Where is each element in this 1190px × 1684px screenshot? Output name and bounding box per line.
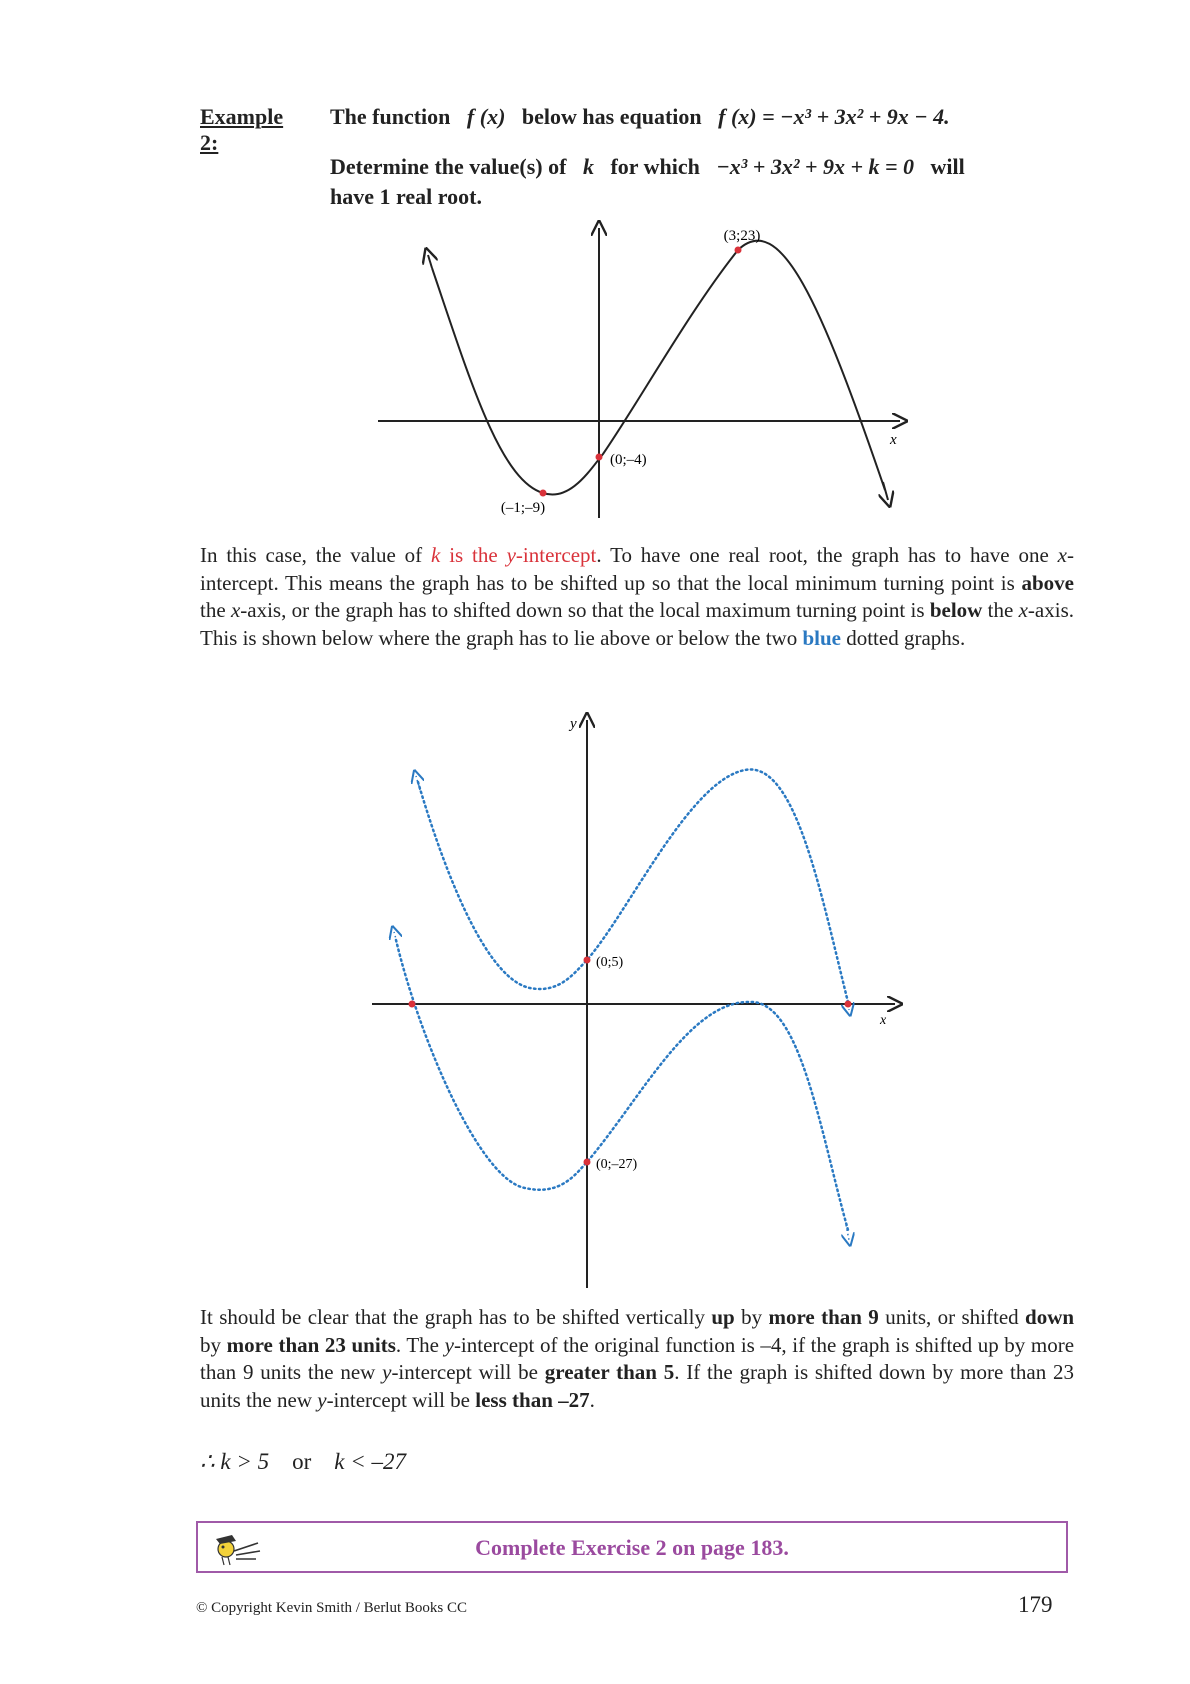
explanation-paragraph-1: In this case, the value of k is the y-intercept. To have one real root, the graph has to have one x-intercept. This means the graph has to be shifted up so that the local minimum turning point is above the x-axis, or the graph has to shifted down so that the local maximum turning point is below the x-axis. This is shown below where the graph has to lie above or below the two blue dotted graphs.: [200, 543, 1074, 650]
label-min: (–1;–9): [500, 500, 546, 516]
point-max: [735, 247, 742, 254]
example-line-2: Determine the value(s) of k for which −x³ + 3x² + 9x + k = 0 will: [330, 154, 965, 179]
point-lower-intercept: [584, 1159, 591, 1166]
conclusion-or: or: [292, 1449, 312, 1474]
graph2-y-label: y: [570, 716, 577, 732]
label-y-intercept: (0;–4): [610, 452, 647, 468]
conclusion-left: ∴ k > 5: [200, 1449, 270, 1474]
example-line-1: The function f (x) below has equation f (x) = −x³ + 3x² + 9x − 4.: [330, 104, 950, 129]
cubic-graph-shifted: [360, 710, 920, 1290]
graph1-curve: [432, 241, 885, 495]
cubic-graph-original: [360, 220, 920, 520]
page-number: 179: [1018, 1592, 1053, 1617]
graph2-curve-lower: [396, 940, 848, 1230]
point-y-intercept: [596, 454, 603, 461]
graph2-x-label: x: [880, 1013, 887, 1028]
copyright: © Copyright Kevin Smith / Berlut Books CC: [196, 1600, 467, 1616]
graph2-curve-upper: [418, 769, 848, 1002]
label-max: (3;23): [723, 228, 761, 244]
point-upper-root: [845, 1001, 852, 1008]
exercise-text: Complete Exercise 2 on page 183.: [475, 1535, 789, 1560]
example-label: Example 2:: [200, 104, 284, 155]
equation-f: f (x) = −x³ + 3x² + 9x − 4.: [718, 104, 950, 129]
explanation-paragraph-2: It should be clear that the graph has to be shifted vertically up by more than 9 units, or shifted down by more than 23 units. The y-intercept of the original function is –4, if the graph is shifted up by more than 9 units the new y-intercept will be greater than 5. If the graph is shifted down by more than 23 units the new y-intercept will be less than –27.: [200, 1305, 1075, 1412]
label-upper-intercept: (0;5): [596, 955, 624, 970]
conclusion-right: k < –27: [334, 1449, 407, 1474]
graph1-x-label: x: [890, 432, 897, 448]
point-upper-intercept: [584, 957, 591, 964]
graph1-left-arrow: [428, 255, 432, 268]
equation-k: −x³ + 3x² + 9x + k = 0: [716, 154, 915, 179]
graph1-right-arrow: [883, 482, 888, 500]
exercise-box: [196, 1521, 1068, 1573]
point-min: [540, 490, 547, 497]
example-line-3: have 1 real root.: [330, 184, 482, 209]
label-lower-intercept: (0;–27): [596, 1157, 638, 1172]
point-lower-root: [409, 1001, 416, 1008]
conclusion: [200, 1449, 406, 1475]
